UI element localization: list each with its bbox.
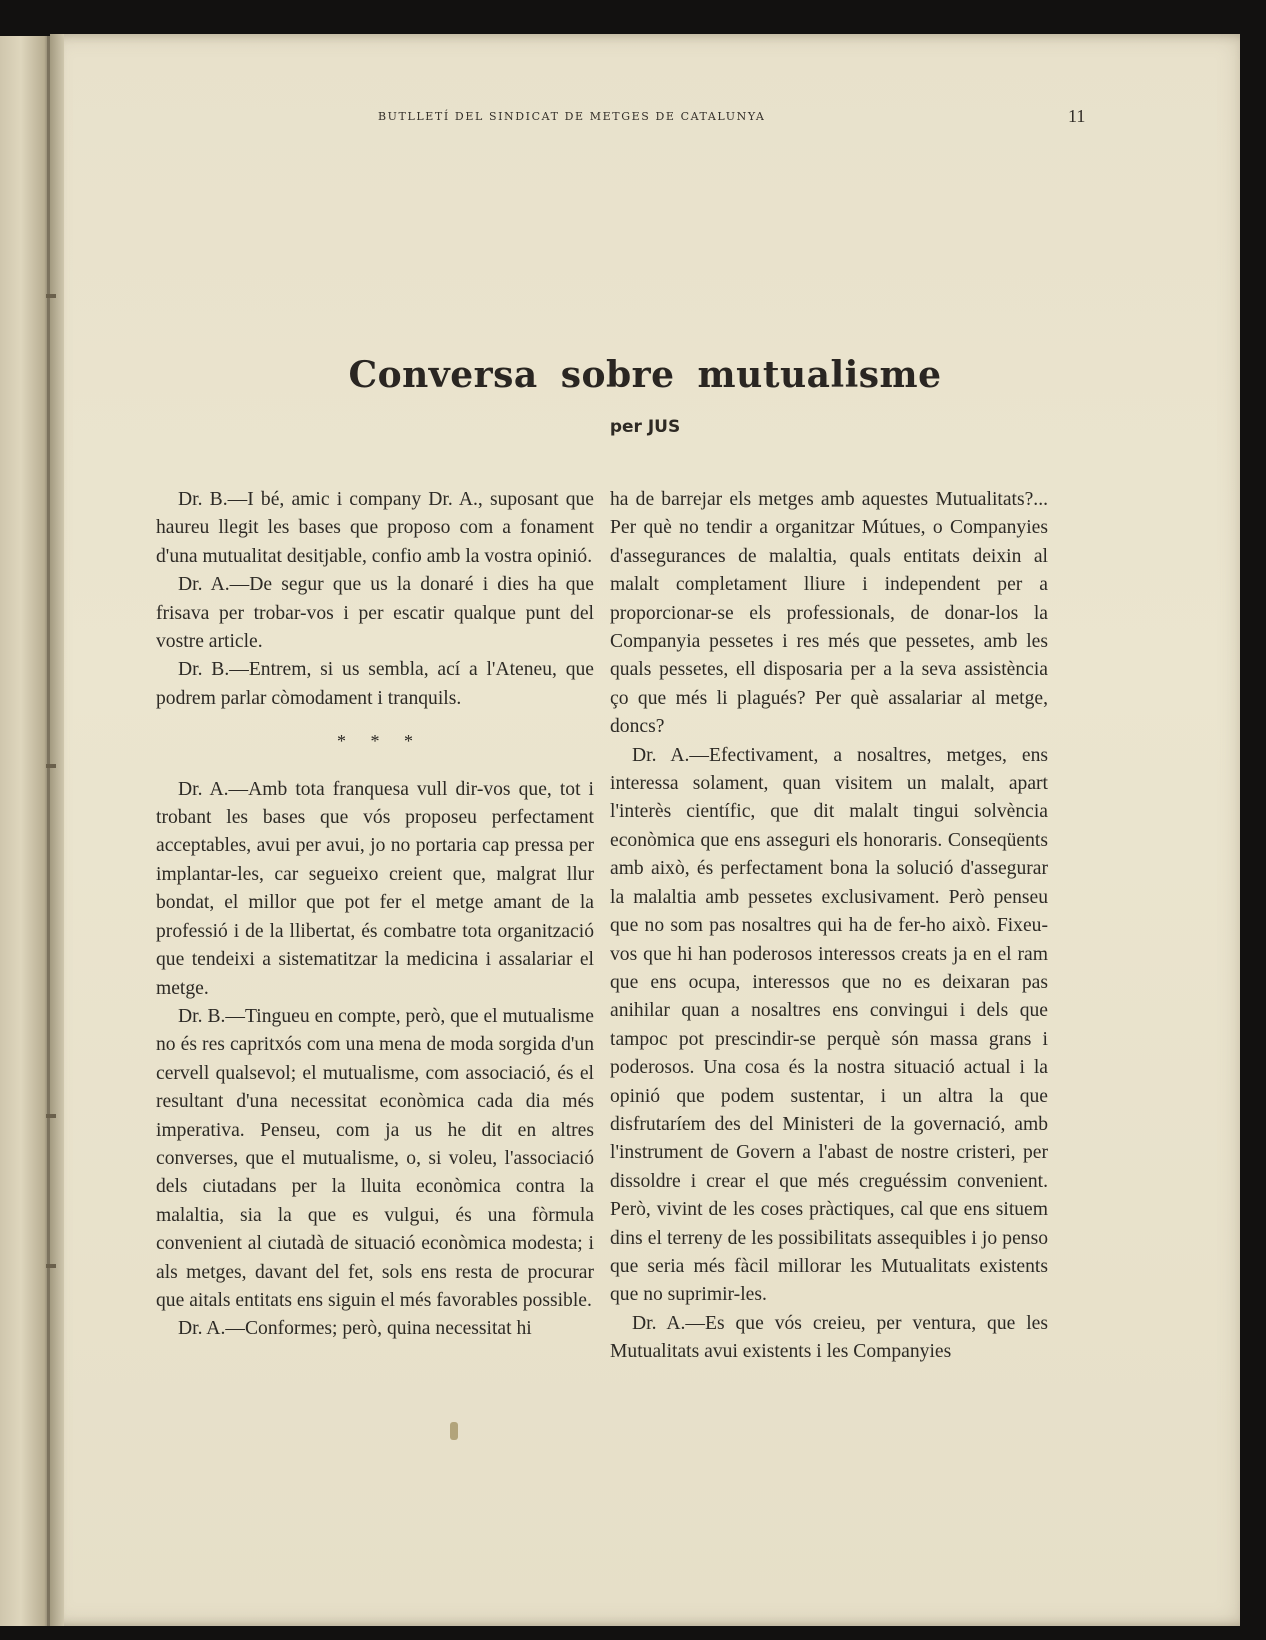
paragraph: ha de barrejar els metges amb aquestes Mutualitats?... Per què no tendir a organitzar Mútues, o Companyies d'assegurances de malaltia, quals entitats deixin al malalt completament lliure i independent per a proporcionar-se els professionals, de donar-los la Companyia pessetes i res més que pessetes, amb les quals pessetes, ell disposaria per a la seva assistència ço que més li plagués? Per què assalariar al metge, doncs?	[610, 489, 1048, 738]
article-title: Conversa sobre mutualisme	[348, 354, 942, 396]
page-number: 11	[1068, 106, 1086, 126]
right-column	[610, 486, 1048, 1367]
running-head	[50, 106, 1240, 130]
paragraph: Dr. A.—Efectivament, a nosaltres, metges, ens interessa solament, quan visitem un malalt, apart l'interès científic, que dit malalt tingui solvència econòmica que ens asseguri els honoraris. Conseqüents amb això, és perfectament bona la solució d'assegurar la malaltia amb pessetes exclusivament. Però penseu que no som pas nosaltres qui ha de fer-ho això. Fixeu-vos que hi han poderosos interessos creats ja en el ram que ens ocupa, interessos que no es deixaran pas anihilar quan a nosaltres ens convingui i dels que tampoc pot prescindir-se perquè són massa grans i poderosos. Una cosa és la nostra situació actual i la opinió que podem sustentar, i un altra la que disfrutaríem des del Ministeri de la governació, amb l'instrument de Govern a l'abast de nostre cristeri, per dissoldre i crear el que més creguéssim convenient. Però, vivint de les coses pràctiques, cal que ens situem dins el terreny de les possibilitats assequibles i jo penso que seria més fàcil millorar les Mutualitats existents que no suprimir-les.	[610, 744, 1048, 1306]
paragraph: Dr. B.—Tingueu en compte, però, que el mutualisme no és res capritxós com una mena de moda sorgida d'un cervell qualsevol; el mutualisme, com associació, és el resultant d'una necessitat econòmica cada dia més imperativa. Penseu, com ja us he dit en altres converses, que el mutualisme, o, si voleu, l'associació dels ciutadans per la lluita econòmica contra la malaltia, sia la que es vulgui, és una fòrmula convenient al ciutadà de situació econòmica modesta; i als metges, davant del fet, sols ens resta de procurar que aitals entitats ens siguin el més favorables possible.	[156, 1005, 594, 1311]
binding-mark	[46, 1264, 56, 1268]
ink-smudge	[450, 1422, 458, 1440]
binding-mark	[46, 764, 56, 768]
journal-title: BUTLLETÍ DEL SINDICAT DE METGES DE CATALUNYA	[378, 110, 766, 123]
paragraph: Dr. B.—I bé, amic i company Dr. A., suposant que haureu llegit les bases que proposo com a fonament d'una mutualitat desitjable, confio amb la vostra opinió.	[156, 489, 594, 567]
journal-page	[50, 34, 1240, 1626]
binding-mark	[46, 1114, 56, 1118]
left-column	[156, 486, 594, 1344]
paragraph: Dr. A.—Amb tota franquesa vull dir-vos que, tot i trobant les bases que vós proposeu perfectament acceptables, avui per avui, jo no portaria cap pressa per implantar-les, car segueixo creient que, malgrat llur bondat, el millor que pot fer el metge amant de la professió i de la llibertat, és combatre tota organització que tendeixi a sistematitzar la medicina i assalariar el metge.	[156, 778, 594, 999]
paragraph: Dr. B.—Entrem, si us sembla, ací a l'Ateneu, que podrem parlar còmodament i tranquils.	[156, 659, 594, 709]
adjacent-page-edge	[0, 36, 52, 1626]
section-separator: * * *	[337, 731, 423, 752]
paragraph: Dr. A.—Conformes; però, quina necessitat hi	[178, 1318, 532, 1340]
paragraph: Dr. A.—Es que vós creieu, per ventura, que les Mutualitats avui existents i les Companyies	[610, 1312, 1048, 1363]
binding-gutter	[50, 34, 64, 1626]
paragraph: Dr. A.—De segur que us la donaré i dies ha que frisava per trobar-vos i per escatir qualque punt del vostre article.	[156, 574, 594, 653]
binding-mark	[46, 294, 56, 298]
article-byline: per JUS	[609, 417, 681, 437]
